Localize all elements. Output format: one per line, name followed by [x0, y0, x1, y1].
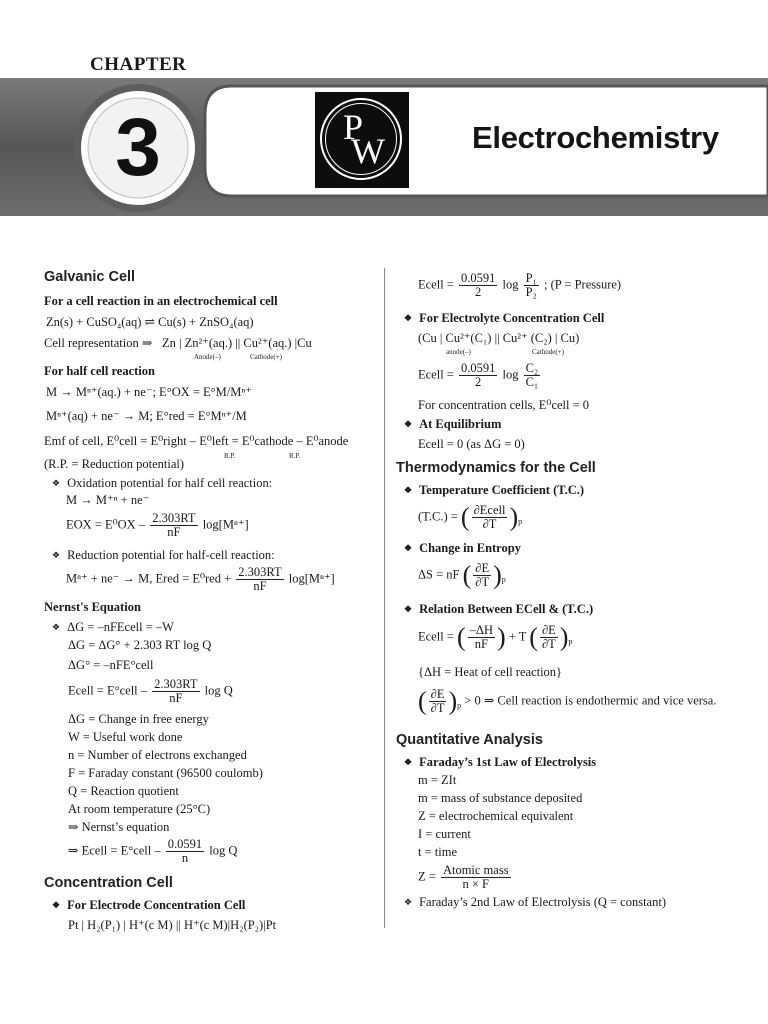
subheading-equilibrium: ❖ At Equilibrium [404, 417, 501, 432]
nernst-eq-2: ΔG = ΔG° + 2.303 RT log Q [68, 638, 212, 652]
faraday-second-law: ❖ Faraday’s 2nd Law of Electrolysis (Q = constant) [404, 895, 666, 910]
subheading-electrode-conc: ❖ For Electrode Concentration Cell [52, 898, 245, 913]
z-equation: Z = $\frac{\text{Atomic mass}}{n \times F}$ [418, 863, 509, 891]
equilibrium-eq: Ecell = 0 (as ΔG = 0) [418, 437, 525, 451]
nernst-eq-3: ΔG° = –nFE°cell [68, 658, 154, 672]
subheading-half-cell: For half cell reaction [44, 364, 155, 378]
def-faraday: F = Faraday constant (96500 coulomb) [68, 766, 263, 780]
faraday-i-def: I = current [418, 827, 471, 841]
def-q: Q = Reaction quotient [68, 784, 179, 798]
faraday-m-zit: m = ZIt [418, 773, 457, 787]
eox-equation: EOX = E⁰OX – $\frac{2.303RT}{nF}$ log[Mⁿ⁺] [66, 511, 249, 539]
subheading-faraday-first: ❖ Faraday’s 1st Law of Electrolysis [404, 755, 596, 770]
rp-label-2: R.P. [289, 452, 301, 460]
chapter-number: 3 [115, 102, 161, 193]
chapter-label: CHAPTER [90, 54, 187, 75]
page-title: Electrochemistry [472, 120, 719, 155]
subheading-cell-reaction: For a cell reaction in an electrochemical cell [44, 294, 278, 308]
subheading-relation: ❖ Relation Between ECell & (T.C.) [404, 602, 593, 617]
entropy-equation: ΔS = nF ( $\frac{\partial E}{\partial T}$ )$_p$ [418, 560, 506, 590]
faraday-mass-def: m = mass of substance deposited [418, 791, 583, 805]
subheading-nernst: Nernst's Equation [44, 600, 141, 614]
faraday-t-def: t = time [418, 845, 457, 859]
section-galvanic-cell: Galvanic Cell [44, 269, 136, 285]
column-divider [384, 268, 385, 928]
section-concentration-cell: Concentration Cell [44, 875, 173, 891]
pw-logo: P W [315, 92, 409, 188]
def-work: W = Useful work done [68, 730, 183, 744]
cell-representation: Zn | Zn²⁺(aq.) || Cu²⁺(aq.) |Cu [162, 336, 312, 350]
ered-equation: Mⁿ⁺ + ne⁻ → M, Ered = E⁰red + $\frac{2.303RT}{nF}$ log[Mⁿ⁺] [66, 565, 335, 593]
nernst-final: ⇒ Ecell = E°cell – $\frac{0.0591}{n}$ log Q [68, 837, 238, 865]
def-nernst-eq: ⇒ Nernst’s equation [68, 820, 170, 834]
ecell-pressure-eq: Ecell = $\frac{0.0591}{2}$ log $\frac{\text{P₁}}{\text{P₂}}$ ; (P = Pressure) [418, 271, 622, 299]
emf-equation: Emf of cell, E⁰cell = E⁰right – E⁰left = E⁰cathode – E⁰anode [44, 434, 349, 448]
nernst-eq-4: Ecell = E°cell – $\frac{2.303RT}{nF}$ log Q [68, 677, 233, 705]
def-room-temp: At room temperature (25°C) [68, 802, 211, 816]
half-reaction-2: Mⁿ⁺(aq) + ne⁻ → M; E°red = E°Mⁿ⁺/M [46, 409, 247, 423]
cathode-label-right: Cathode(+) [532, 348, 564, 356]
ecell-conc-eq: Ecell = $\frac{0.0591}{2}$ log $\frac{\text{C₂}}{\text{C₁}}$ [418, 361, 539, 389]
section-thermodynamics: Thermodynamics for the Cell [396, 460, 596, 476]
section-quantitative-analysis: Quantitative Analysis [396, 732, 543, 748]
electrode-conc-rep: Pt | H₂(P₁) | H⁺(c M) || H⁺(c M)|H₂(P₂)|Pt [68, 918, 277, 932]
cell-rep-label: Cell representation ⇒ [44, 336, 153, 350]
ox-reaction: M → M⁺ⁿ + ne⁻ [66, 493, 150, 507]
half-reaction-1: M → Mⁿ⁺(aq.) + ne⁻; E°OX = E°M/Mⁿ⁺ [46, 385, 252, 399]
red-potential-label: ❖ Reduction potential for half-cell reaction: [52, 548, 275, 563]
cathode-label: Cathode(+) [250, 353, 282, 361]
relation-equation: Ecell = ( $\frac{-\Delta H}{nF}$ ) + T ( $\frac{\partial E}{\partial T}$ )$_p$ [418, 622, 573, 652]
subheading-entropy: ❖ Change in Entropy [404, 541, 521, 556]
subheading-electrolyte-conc: ❖ For Electrolyte Concentration Cell [404, 311, 604, 326]
anode-label-right: anode(–) [446, 348, 471, 356]
subheading-temp-coeff: ❖ Temperature Coefficient (T.C.) [404, 483, 584, 498]
rp-note: (R.P. = Reduction potential) [44, 457, 185, 471]
anode-label: Anode(–) [194, 353, 221, 361]
electrolyte-conc-rep: (Cu | Cu²⁺(C₁) || Cu²⁺ (C₂) | Cu) [418, 331, 580, 345]
def-n: n = Number of electrons exchanged [68, 748, 247, 762]
ox-potential-label: ❖ Oxidation potential for half cell reaction: [52, 476, 272, 491]
reaction-equation: Zn(s) + CuSO₄(aq) ⇌ Cu(s) + ZnSO₄(aq) [46, 315, 254, 329]
conc-cells-note: For concentration cells, E⁰cell = 0 [418, 398, 590, 412]
faraday-z-def: Z = electrochemical equivalent [418, 809, 574, 823]
endothermic-equation: ( $\frac{\partial E}{\partial T}$ )$_p > 0$ ⇒ Cell reaction is endothermic and vice versa. [418, 686, 717, 716]
rp-label-1: R.P. [224, 452, 236, 460]
nernst-eq-1: ❖ ΔG = –nFEcell = –W [52, 620, 174, 635]
def-delta-g: ΔG = Change in free energy [68, 712, 209, 726]
delta-h-note: {ΔH = Heat of cell reaction} [418, 665, 563, 679]
tc-equation: (T.C.) = ( $\frac{\text{∂Ecell}}{\partial T}$ )$_p$ [418, 502, 523, 532]
